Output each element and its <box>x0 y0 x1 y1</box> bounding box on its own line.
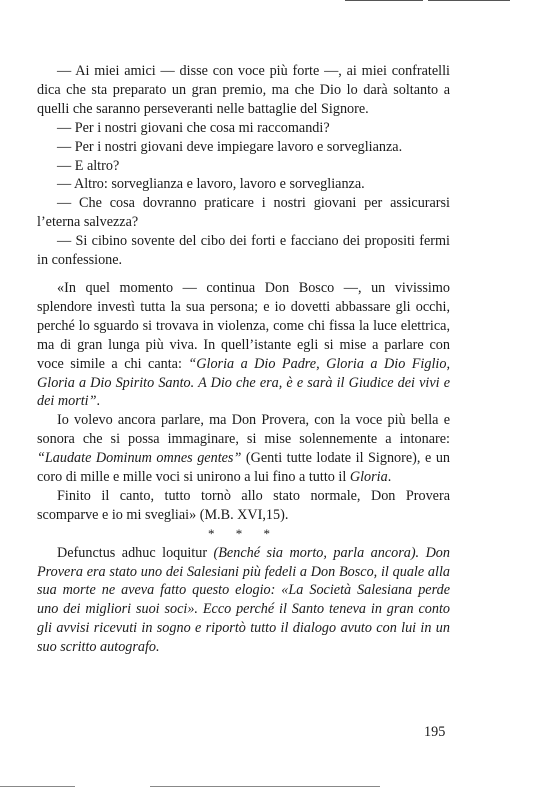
paragraph-salvezza-question: — Che cosa dovranno praticare i nostri giovani per assicurarsi l’eterna salvezza? <box>37 195 450 231</box>
gloria-word: Gloria <box>349 469 388 486</box>
laudate-quote: “Laudate Dominum omnes gentes” <box>37 450 242 467</box>
paragraph-altro: — Altro: sorveglianza e lavoro, lavoro e sorveglianza. <box>57 176 365 193</box>
page-number: 195 <box>424 724 446 740</box>
provera-text: Io volevo ancora parlare, ma Don Provera, con la voce più bella e sonora che si possa immaginare, si mise solennemente a intonare: <box>37 412 450 448</box>
bottom-edge-line-left <box>0 786 75 787</box>
quel-momento-text: «In quel momento — continua Don Bosco —, un vivissimo splendore investì tutta la sua persona; e io dovetti abbassare gli occhi, perché lo sguardo si trovava in violenza, come chi fissa la luce elettrica, ma di gran lunga più viva. In quell’istante egli si mise a parlare con voce simile a chi canta: <box>37 279 450 372</box>
paragraph-giovani-question: — Per i nostri giovani che cosa mi raccomandi? <box>57 119 330 136</box>
top-edge-line-left <box>345 0 423 1</box>
paragraph-quel-momento <box>37 279 450 411</box>
paragraph-amici: — Ai miei amici — disse con voce più forte —, ai miei confratelli dica che sta preparato un gran premio, ma che Dio lo darà soltanto a quelli che saranno perseveranti nelle battaglie del Signore. <box>37 63 450 117</box>
paragraph-provera <box>37 411 450 487</box>
defunctus-italic: (Benché sia morto, parla ancora). Don Provera era stato uno dei Salesiani più fedeli a Don Bosco, il quale alla sua morte ne aveva fatto questo elogio: «La Società Salesiana perde uno dei migliori suoi soci». Ecco perché il Santo teneva in gran conto gli avvisi ricevuti in sogno e riportò tutto il dialogo avuto con lui in un suo scritto autografo. <box>37 544 450 656</box>
provera-middle: (Genti tutte lodate il Signore), e un coro di mille e mille voci si unirono a lui fino a tutto il <box>37 450 451 486</box>
section-separator: * * * <box>208 525 279 541</box>
top-edge-line-right <box>428 0 510 1</box>
gloria-quote: “Gloria a Dio Padre, Gloria a Dio Figlio, Gloria a Dio Spirito Santo. A Dio che era, è e sarà il Giudice dei vivi e dei morti” <box>37 355 450 410</box>
defunctus-latin: Defunctus adhuc loquitur <box>57 544 214 561</box>
provera-end: . <box>387 469 392 486</box>
paragraph-finito: Finito il canto, tutto tornò allo stato normale, Don Provera scomparve e io mi svegliai» (M.B. XVI,15). <box>37 487 450 523</box>
bottom-edge-line-mid <box>150 786 380 787</box>
page-text <box>37 62 450 657</box>
paragraph-cibino: — Si cibino sovente del cibo dei forti e facciano dei propositi fermi in confessione. <box>37 233 450 269</box>
paragraph-giovani-answer: — Per i nostri giovani deve impiegare lavoro e sorveglianza. <box>57 138 403 155</box>
paragraph-defunctus <box>37 544 450 657</box>
quel-momento-end: . <box>96 393 101 410</box>
paragraph-e-altro: — E altro? <box>57 157 120 174</box>
